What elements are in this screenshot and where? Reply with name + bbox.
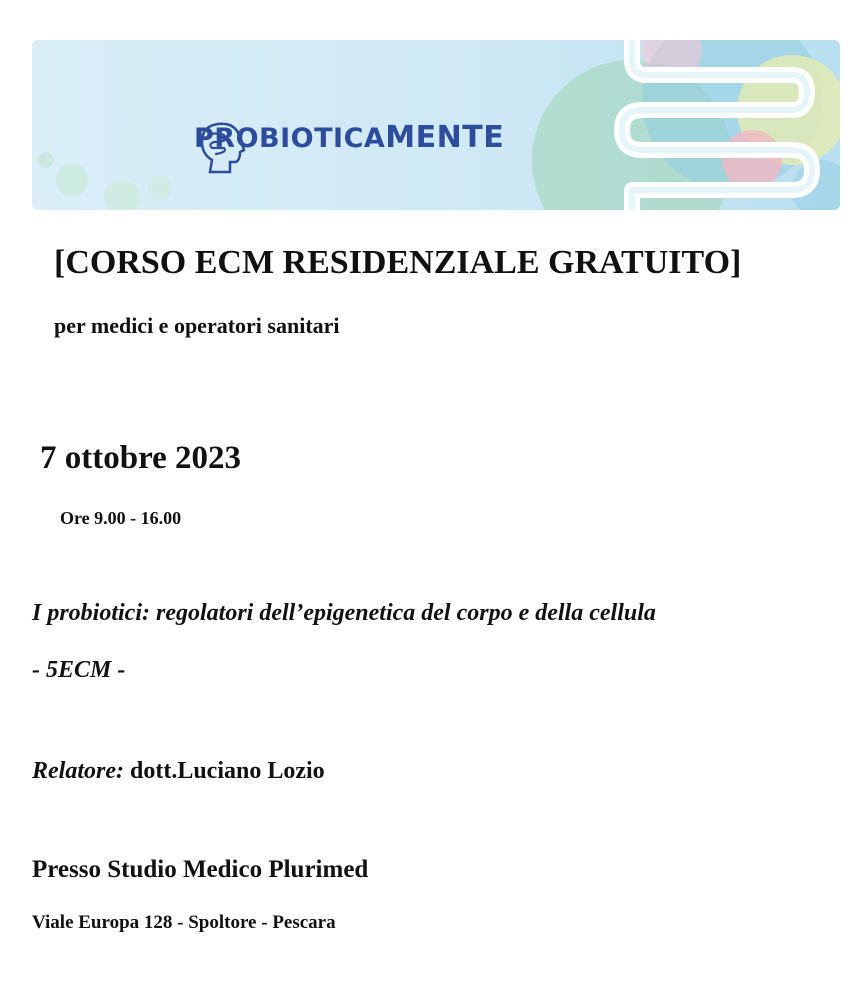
venue-address: Viale Europa 128 - Spoltore - Pescara <box>32 912 336 933</box>
venue-name: Presso Studio Medico Plurimed <box>32 856 369 883</box>
head-gut-icon <box>198 120 246 176</box>
brand-logo <box>194 120 504 155</box>
event-time: Ore 9.00 - 16.00 <box>60 508 182 528</box>
event-date: 7 ottobre 2023 <box>40 440 242 476</box>
audience-subtitle: per medici e operatori sanitari <box>54 313 340 338</box>
brand-wordmark: PROBIOTICAMENTE <box>194 120 505 155</box>
header-banner <box>32 40 840 210</box>
speaker-line <box>32 758 325 785</box>
course-title: I probiotici: regolatori dell’epigenetica del corpo e della cellula <box>32 600 656 626</box>
course-type-heading: [CORSO ECM RESIDENZIALE GRATUITO] <box>54 244 742 281</box>
ecm-credits: - 5ECM - <box>32 657 126 683</box>
speaker-name: dott.Luciano Lozio <box>123 758 325 784</box>
speaker-label: Relatore: <box>32 758 124 784</box>
